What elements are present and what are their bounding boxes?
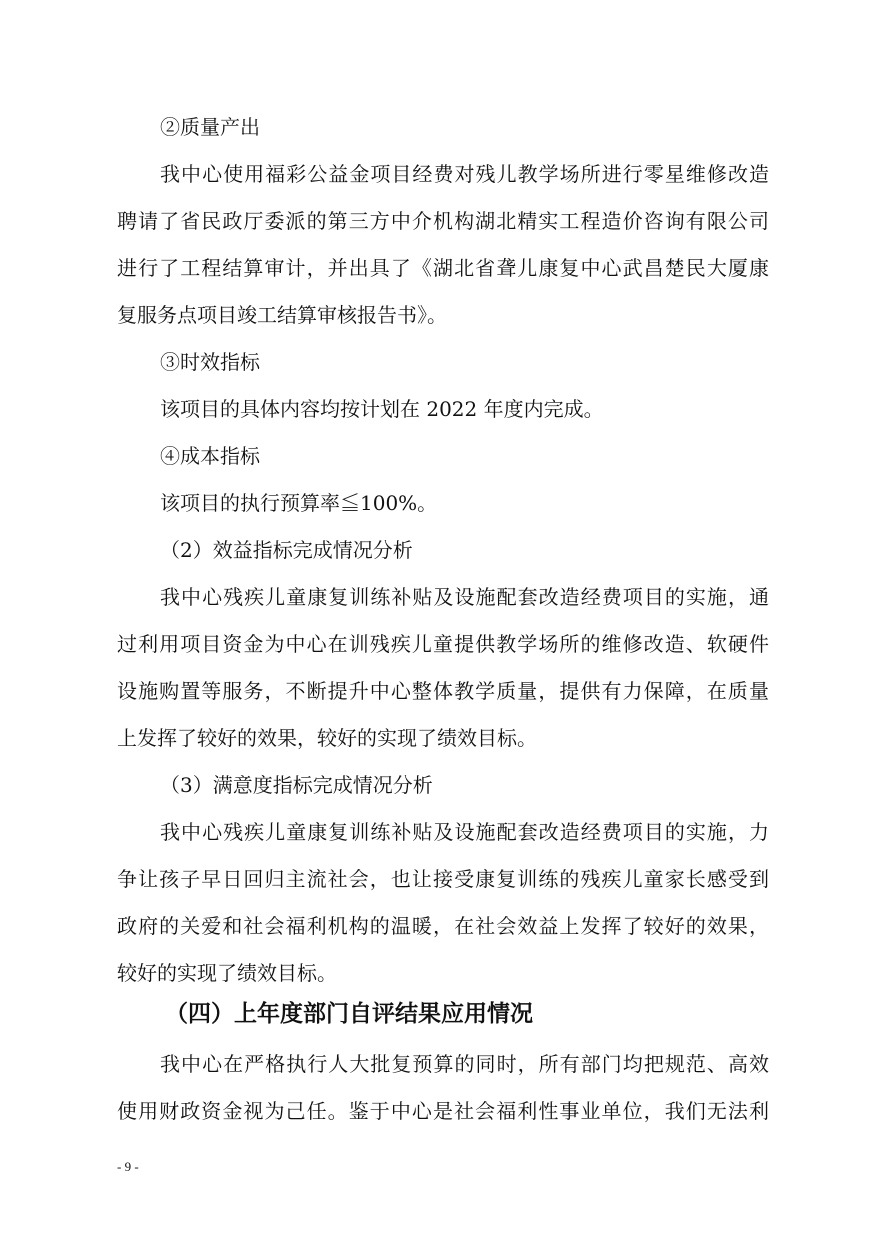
paragraph-line: 我中心在严格执行人大批复预算的同时，所有部门均把规范、高效 (160, 1052, 769, 1076)
subheading-cost-indicator: ④成本指标 (160, 444, 260, 468)
paragraph-line: 使用财政资金视为己任。鉴于中心是社会福利性事业单位，我们无法利 (117, 1099, 769, 1123)
subheading-benefit-analysis: （2）效益指标完成情况分析 (160, 538, 413, 562)
paragraph-line: 该项目的具体内容均按计划在 2022 年度内完成。 (160, 397, 604, 421)
subheading-satisfaction-analysis: （3）满意度指标完成情况分析 (160, 773, 433, 797)
paragraph-line: 我中心使用福彩公益金项目经费对残儿教学场所进行零星维修改造 (160, 162, 769, 186)
section-heading-four: （四）上年度部门自评结果应用情况 (165, 1001, 533, 1027)
paragraph-line: 较好的实现了绩效目标。 (117, 961, 337, 985)
page-number: - 9 - (117, 1159, 139, 1174)
paragraph-line: 争让孩子早日回归主流社会，也让接受康复训练的残疾儿童家长感受到 (117, 867, 769, 891)
paragraph-line: 复服务点项目竣工结算审核报告书》。 (117, 303, 447, 327)
paragraph-line: 聘请了省民政厅委派的第三方中介机构湖北精实工程造价咨询有限公司 (117, 209, 769, 233)
paragraph-line: 设施购置等服务，不断提升中心整体教学质量，提供有力保障，在质量 (117, 679, 769, 703)
paragraph-line: 上发挥了较好的效果，较好的实现了绩效目标。 (117, 726, 537, 750)
paragraph-line: 该项目的执行预算率≦100%。 (160, 491, 438, 515)
paragraph-line: 我中心残疾儿童康复训练补贴及设施配套改造经费项目的实施，通 (160, 585, 769, 609)
subheading-time-indicator: ③时效指标 (160, 350, 260, 374)
paragraph-line: 政府的关爱和社会福利机构的温暖，在社会效益上发挥了较好的效果， (117, 914, 769, 938)
paragraph-line: 我中心残疾儿童康复训练补贴及设施配套改造经费项目的实施，力 (160, 820, 769, 844)
paragraph-line: 进行了工程结算审计，并出具了《湖北省聋儿康复中心武昌楚民大厦康 (117, 256, 769, 280)
subheading-quality-output: ②质量产出 (160, 115, 260, 139)
paragraph-line: 过利用项目资金为中心在训残疾儿童提供教学场所的维修改造、软硬件 (117, 632, 769, 656)
